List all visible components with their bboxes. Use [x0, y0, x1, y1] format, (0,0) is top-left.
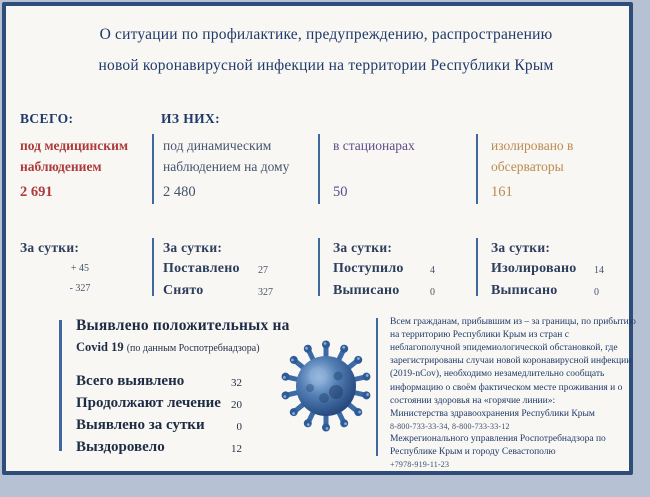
divider-daily-2 — [318, 238, 320, 296]
daily-label-registered: За сутки: — [163, 240, 223, 255]
daily-registered-row1-label: Поставлено — [163, 261, 240, 276]
daily-observatory-row1-value: 14 — [594, 265, 604, 276]
daily-observatory-row2-label: Выписано — [491, 283, 558, 298]
notice-paragraph: Всем гражданам, прибывшим из – за границы, по прибытию на территорию Республики Крым из стран с неблагополучной эпидемиологической обстановкой, где зарегистрированы случаи новой коронавирусной инфекции (2019-nCov), необходимо незамедлительно сообщать информацию о своём фактическом месте проживания и о состоянии здоровья на «горячие линии»: — [390, 317, 636, 406]
hotline2-phones: +7978-919-11-23 — [390, 460, 450, 470]
positives-heading: Выявлено положительных на — [76, 317, 290, 334]
stat-home-observation-label: под динамическим наблюдением на дому — [163, 138, 290, 174]
daily-observatory-row2-value: 0 — [594, 287, 599, 298]
stat-hospital-value: 50 — [333, 184, 348, 200]
stat-medical-observation-label: под медицинским наблюдением — [20, 138, 129, 174]
virus-body — [296, 356, 356, 416]
daily-label-net: За сутки: — [20, 240, 80, 255]
coronavirus-icon — [280, 340, 372, 432]
positives-row4-label: Выздоровело — [76, 439, 165, 455]
hotline2-name: Межрегионального управления Роспотребнадзора по Республике Крым и городу Севастополю — [390, 433, 606, 457]
daily-observatory-row1-label: Изолировано — [491, 261, 577, 276]
divider-stats-3 — [476, 134, 478, 204]
hotline1-phones: 8-800-733-33-34, 8-800-733-33-12 — [390, 421, 510, 431]
daily-net-plus: + 45 — [70, 263, 90, 274]
stat-home-observation — [163, 136, 315, 201]
positives-row3-value: 0 — [236, 421, 242, 433]
stat-medical-observation-value: 2 691 — [20, 184, 53, 200]
positives-row2-value: 20 — [231, 399, 242, 411]
divider-stats-2 — [318, 134, 320, 204]
stat-hospital — [333, 136, 469, 201]
positives-left-bar — [59, 320, 62, 451]
positives-row3-label: Выявлено за сутки — [76, 417, 205, 433]
stat-observatory — [491, 136, 623, 201]
daily-label-observatory: За сутки: — [491, 240, 551, 255]
daily-hospital-row2-value: 0 — [430, 287, 435, 298]
page-title — [30, 26, 622, 88]
positives-subheading-main: Covid 19 — [76, 340, 124, 354]
stat-observatory-value: 161 — [491, 184, 513, 200]
positives-subheading-note: (по данным Роспотребнадзора) — [126, 343, 260, 354]
divider-daily-3 — [476, 238, 478, 296]
positives-subheading — [76, 340, 260, 355]
daily-net-minus: - 327 — [69, 283, 91, 294]
notice-block — [390, 316, 640, 471]
page-title-line1: О ситуации по профилактике, предупреждению, распространению — [99, 26, 553, 43]
hotline1-name: Министерства здравоохранения Республики Крым — [390, 408, 595, 419]
divider-daily-1 — [152, 238, 154, 296]
daily-hospital-row1-label: Поступило — [333, 261, 404, 276]
daily-registered-row2-value: 327 — [258, 287, 273, 298]
stat-medical-observation — [20, 136, 148, 201]
daily-label-hospital: За сутки: — [333, 240, 393, 255]
stat-home-observation-value: 2 480 — [163, 184, 196, 200]
daily-registered-row2-label: Снято — [163, 283, 204, 298]
daily-hospital-row2-label: Выписано — [333, 283, 400, 298]
divider-stats-1 — [152, 134, 154, 204]
positives-row4-value: 12 — [231, 443, 242, 455]
positives-row2-label: Продолжают лечение — [76, 395, 221, 411]
daily-hospital-row1-value: 4 — [430, 265, 435, 276]
page-title-line2: новой коронавирусной инфекции на территории Республики Крым — [98, 57, 554, 74]
positives-row1-label: Всего выявлено — [76, 373, 185, 389]
stat-hospital-label: в стационарах — [333, 138, 415, 153]
of-them-label: ИЗ НИХ: — [161, 111, 221, 126]
positives-row1-value: 32 — [231, 377, 242, 389]
total-label: ВСЕГО: — [20, 111, 74, 126]
stat-observatory-label: изолировано в обсерваторы — [491, 138, 574, 174]
daily-registered-row1-value: 27 — [258, 265, 268, 276]
divider-bottom — [376, 318, 378, 456]
